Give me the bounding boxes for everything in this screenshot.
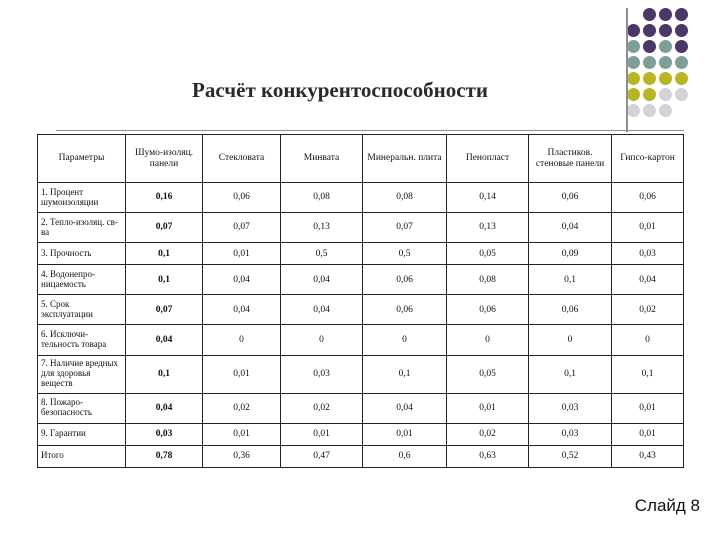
table-cell: 0,1 [612, 355, 684, 393]
table-cell: 0,03 [529, 393, 612, 423]
table-cell: 0 [612, 325, 684, 355]
slide-title: Расчёт конкурентоспособности [192, 78, 488, 102]
table-row [38, 295, 684, 325]
table-cell: 0 [281, 325, 363, 355]
table-cell: 0,06 [447, 295, 529, 325]
table-cell: 0,02 [447, 423, 529, 445]
table-cell: 0,09 [529, 243, 612, 265]
table-cell: 0,13 [281, 213, 363, 243]
row-label: 2. Тепло-изоляц. св-ва [38, 213, 126, 243]
decor-dot [675, 40, 688, 53]
decor-dot [659, 56, 672, 69]
row-label: 9. Гарантии [38, 423, 126, 445]
competitiveness-table [37, 134, 684, 468]
table-cell: 0,04 [126, 325, 203, 355]
table-cell: 0,01 [612, 423, 684, 445]
table-cell: 0,78 [126, 445, 203, 467]
table-cell: 0,05 [447, 355, 529, 393]
decor-dot [643, 40, 656, 53]
row-label: Итого [38, 445, 126, 467]
column-header: Шумо-изоляц. панели [126, 135, 203, 183]
decor-dot [643, 104, 656, 117]
table-cell: 0,07 [203, 213, 281, 243]
table-cell: 0,06 [529, 295, 612, 325]
table-cell: 0,04 [363, 393, 447, 423]
table-cell: 0,01 [363, 423, 447, 445]
table-cell: 0,16 [126, 183, 203, 213]
table-cell: 0,02 [203, 393, 281, 423]
table-cell: 0,01 [447, 393, 529, 423]
table-cell: 0,01 [203, 355, 281, 393]
column-header: Пенопласт [447, 135, 529, 183]
table-row [38, 265, 684, 295]
table-cell: 0,04 [529, 213, 612, 243]
table-cell: 0,43 [612, 445, 684, 467]
decorative-vertical-line [626, 8, 628, 132]
table-row [38, 393, 684, 423]
table-cell: 0,36 [203, 445, 281, 467]
table-cell: 0,04 [203, 265, 281, 295]
table-cell: 0,04 [281, 295, 363, 325]
decor-dot [643, 8, 656, 21]
table-cell: 0,04 [612, 265, 684, 295]
decor-dot [627, 24, 640, 37]
column-header: Минеральн. плита [363, 135, 447, 183]
table-cell: 0,03 [612, 243, 684, 265]
table-row [38, 355, 684, 393]
table-cell: 0,08 [447, 265, 529, 295]
table-cell: 0,04 [281, 265, 363, 295]
table-cell: 0,1 [529, 265, 612, 295]
decor-dot [643, 72, 656, 85]
table-cell: 0,14 [447, 183, 529, 213]
table-row [38, 183, 684, 213]
decor-dot [627, 56, 640, 69]
decor-dot [659, 88, 672, 101]
decorative-dot-grid [627, 8, 717, 108]
table-cell: 0,01 [203, 243, 281, 265]
table-cell: 0,06 [363, 265, 447, 295]
decor-dot [675, 56, 688, 69]
table-cell: 0,1 [529, 355, 612, 393]
table-header-row [38, 135, 684, 183]
table-row [38, 325, 684, 355]
decor-dot [659, 40, 672, 53]
decor-dot [675, 8, 688, 21]
table-cell: 0,08 [281, 183, 363, 213]
decor-dot [675, 72, 688, 85]
row-label: 4. Водонепро-ницаемость [38, 265, 126, 295]
decor-dot [627, 40, 640, 53]
table-cell: 0,06 [203, 183, 281, 213]
table-cell: 0,03 [281, 355, 363, 393]
table-cell: 0,1 [126, 265, 203, 295]
table-cell: 0,03 [126, 423, 203, 445]
table-cell: 0,04 [203, 295, 281, 325]
table-body [38, 183, 684, 468]
table-cell: 0,52 [529, 445, 612, 467]
column-header: Гипсо-картон [612, 135, 684, 183]
column-header: Минвата [281, 135, 363, 183]
table-cell: 0,1 [126, 243, 203, 265]
table-cell: 0,07 [126, 295, 203, 325]
decor-dot [627, 72, 640, 85]
table-cell: 0,63 [447, 445, 529, 467]
table-cell: 0,05 [447, 243, 529, 265]
table-cell: 0,47 [281, 445, 363, 467]
decor-dot [659, 72, 672, 85]
decor-dot [659, 24, 672, 37]
decor-dot [627, 88, 640, 101]
column-header: Пластиков. стеновые панели [529, 135, 612, 183]
table-cell: 0 [447, 325, 529, 355]
decor-dot [643, 24, 656, 37]
table-cell: 0,1 [126, 355, 203, 393]
decor-dot [675, 24, 688, 37]
table-cell: 0,6 [363, 445, 447, 467]
row-label: 6. Исключи-тельность товара [38, 325, 126, 355]
table-cell: 0,01 [612, 393, 684, 423]
table-cell: 0,13 [447, 213, 529, 243]
table-cell: 0,06 [363, 295, 447, 325]
decorative-horizontal-line [56, 130, 684, 131]
table-cell: 0,03 [529, 423, 612, 445]
row-label: 8. Пожаро-безопасность [38, 393, 126, 423]
table-cell: 0,02 [612, 295, 684, 325]
decor-dot [643, 88, 656, 101]
table-cell: 0,07 [363, 213, 447, 243]
table-cell: 0 [363, 325, 447, 355]
row-label: 3. Прочность [38, 243, 126, 265]
table-row [38, 213, 684, 243]
table-cell: 0,5 [281, 243, 363, 265]
table-cell: 0,5 [363, 243, 447, 265]
table-cell: 0,01 [281, 423, 363, 445]
table-cell: 0,01 [612, 213, 684, 243]
decor-dot [659, 104, 672, 117]
table-cell: 0,01 [203, 423, 281, 445]
table-cell: 0,06 [612, 183, 684, 213]
row-label: 1. Процент шумоизоляции [38, 183, 126, 213]
table-row [38, 445, 684, 467]
decor-dot [675, 88, 688, 101]
table-cell: 0 [529, 325, 612, 355]
table-cell: 0,08 [363, 183, 447, 213]
decor-dot [659, 8, 672, 21]
table-cell: 0,04 [126, 393, 203, 423]
decor-dot [627, 104, 640, 117]
table-cell: 0,06 [529, 183, 612, 213]
row-label: 5. Срок эксплуатации [38, 295, 126, 325]
slide-number: Слайд 8 [634, 496, 700, 515]
column-header: Стекловата [203, 135, 281, 183]
row-label: 7. Наличие вредных для здоровья веществ [38, 355, 126, 393]
table-cell: 0,1 [363, 355, 447, 393]
column-header-parameters: Параметры [38, 135, 126, 183]
table-row [38, 243, 684, 265]
table-cell: 0,02 [281, 393, 363, 423]
table-cell: 0,07 [126, 213, 203, 243]
decor-dot [643, 56, 656, 69]
table-cell: 0 [203, 325, 281, 355]
table-row [38, 423, 684, 445]
